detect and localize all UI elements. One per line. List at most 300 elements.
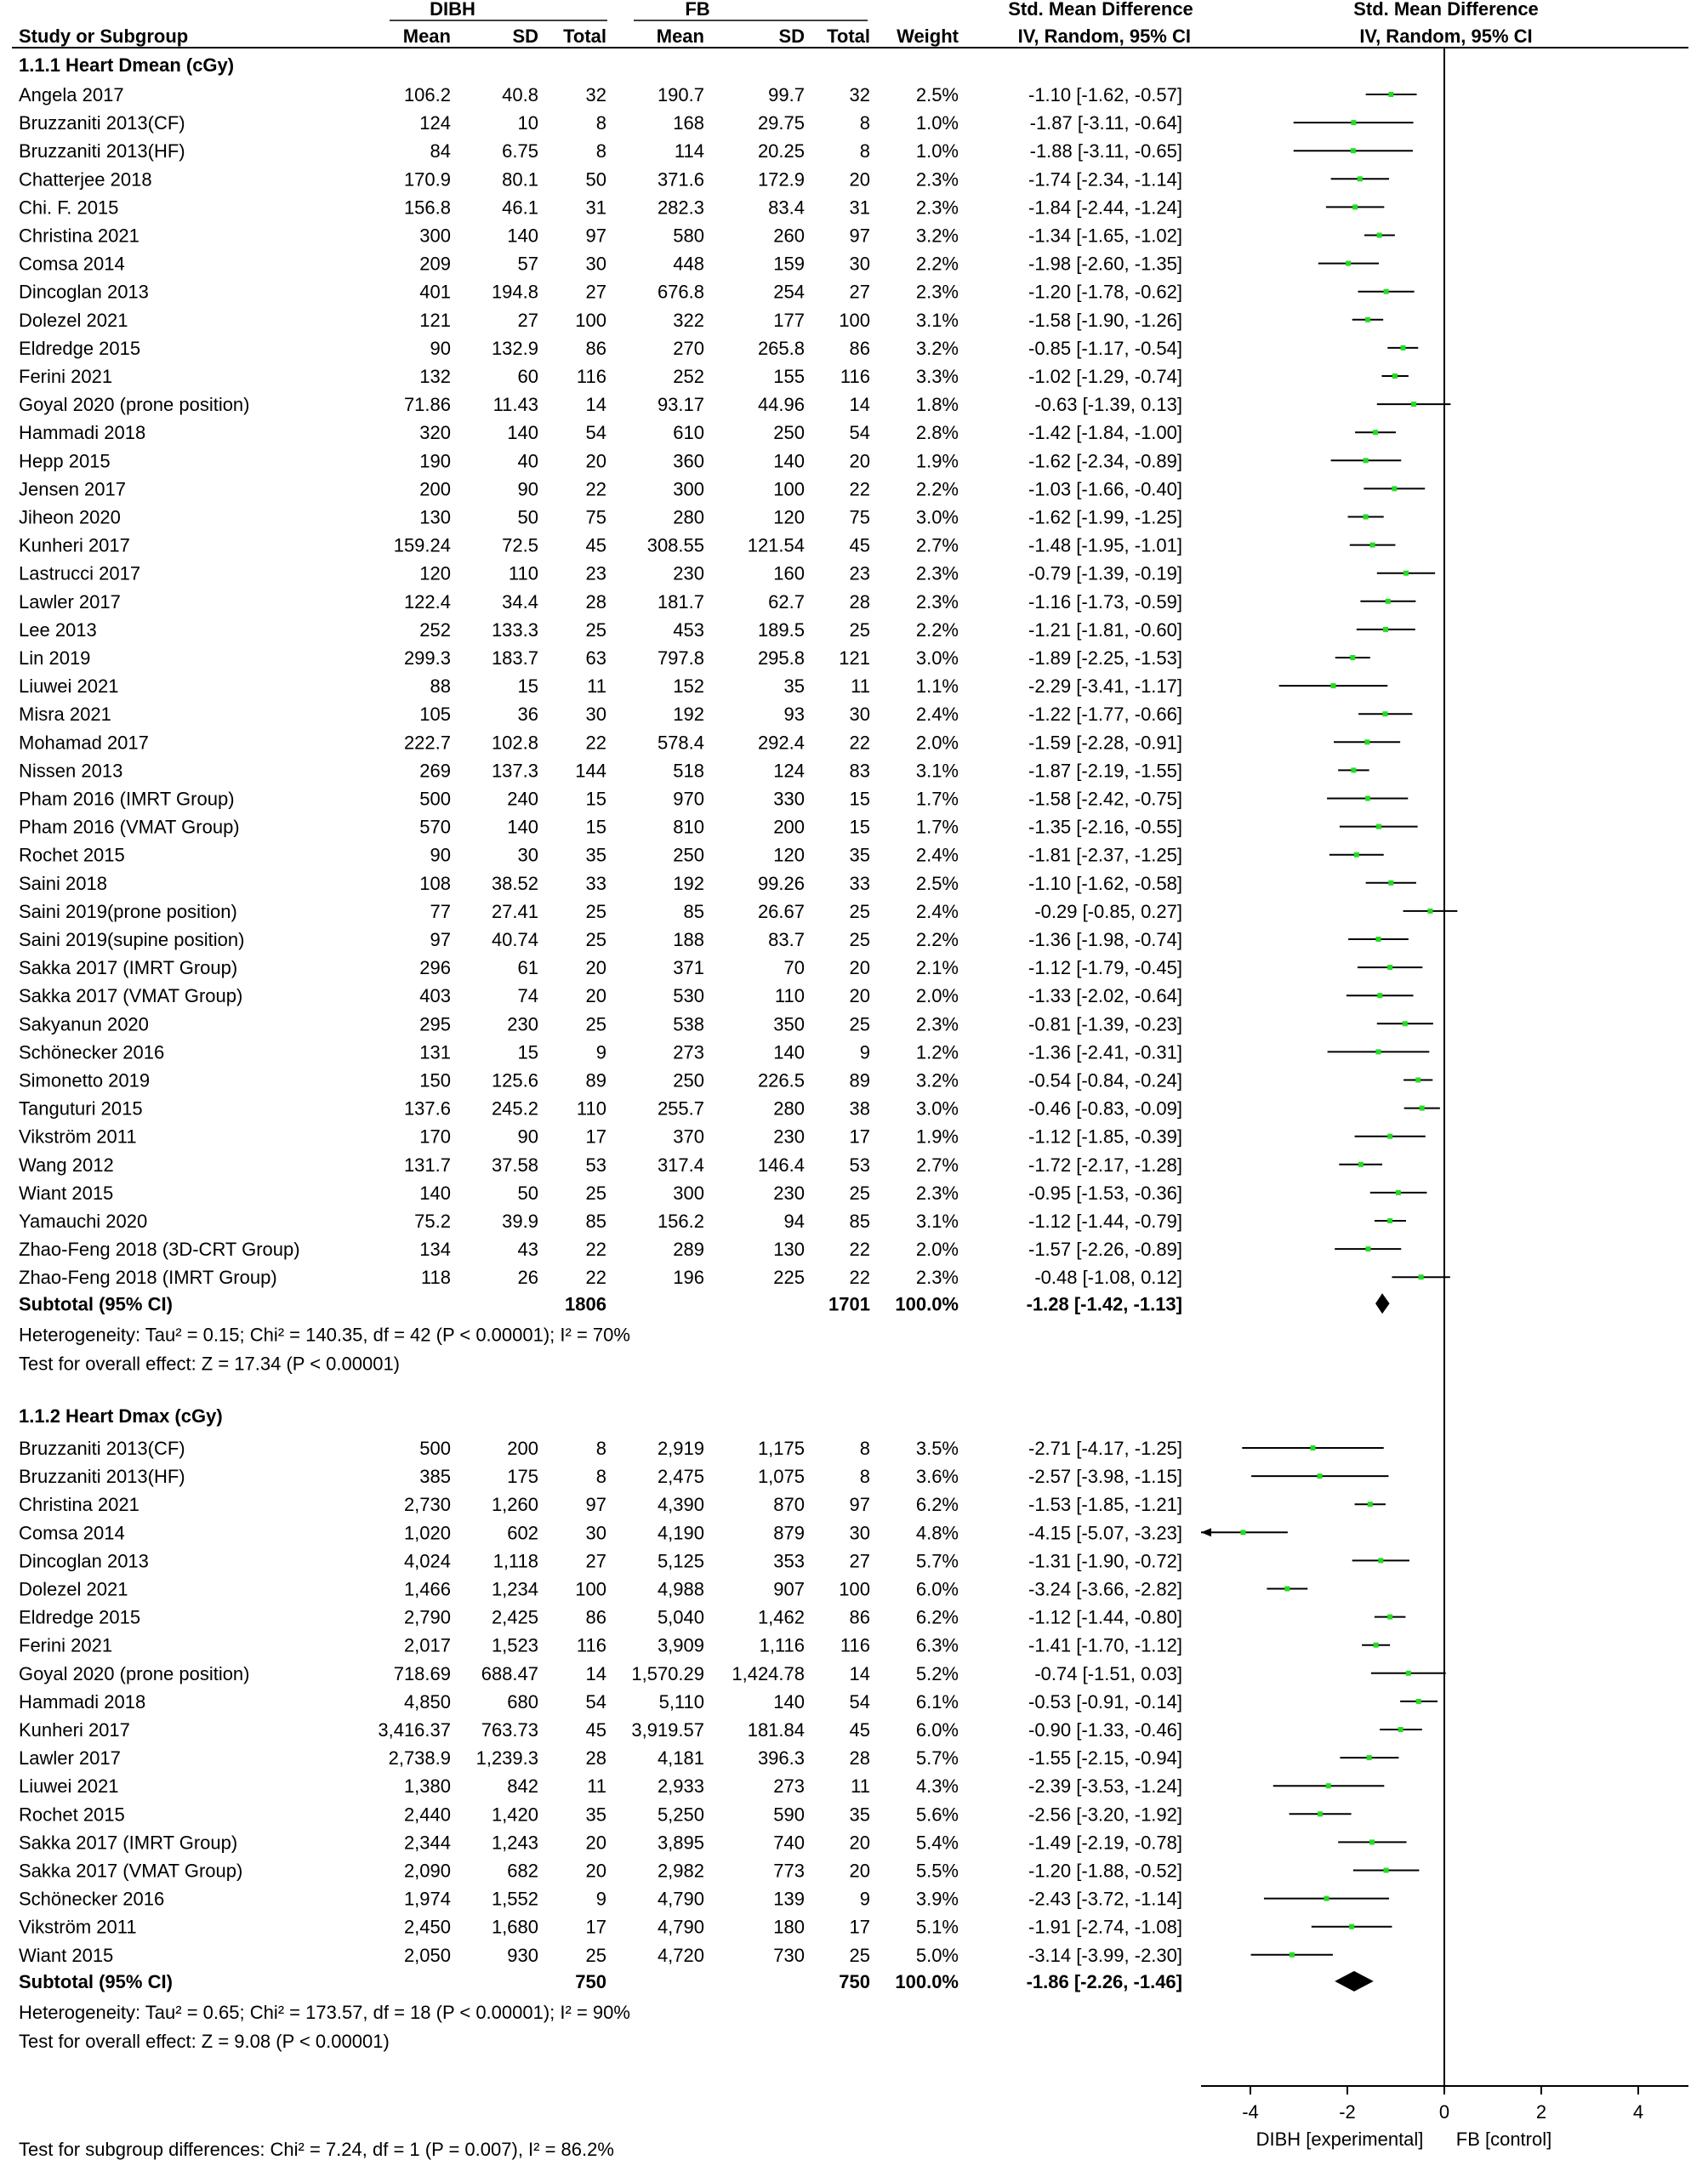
mean-exp: 2,738.9 (388, 1747, 451, 1770)
mean-ctl: 448 (673, 253, 704, 275)
weight: 3.1% (915, 1211, 959, 1232)
mean-ctl: 273 (673, 1041, 704, 1063)
total-exp: 86 (585, 337, 606, 359)
sd-exp: 46.1 (502, 197, 538, 219)
sd-ctl: 907 (773, 1578, 805, 1600)
mean-ctl: 676.8 (657, 281, 704, 303)
weight: 1.7% (915, 816, 959, 838)
sd-ctl: 146.4 (757, 1154, 805, 1176)
study-name: Simonetto 2019 (19, 1069, 151, 1091)
study-name: Kunheri 2017 (19, 1719, 130, 1741)
study-name: Eldredge 2015 (19, 337, 141, 359)
study-name: Wiant 2015 (19, 1944, 114, 1966)
study-name: Goyal 2020 (prone position) (19, 394, 250, 416)
mean-ctl: 322 (673, 309, 704, 331)
col-smd-method: IV, Random, 95% CI (1017, 26, 1191, 47)
col-sd-exp: SD (512, 26, 538, 47)
ci-text: -1.10 [-1.62, -0.58] (1028, 872, 1182, 894)
sd-exp: 680 (507, 1690, 538, 1713)
weight: 1.2% (915, 1041, 959, 1063)
study-name: Dincoglan 2013 (19, 281, 149, 303)
sd-exp: 194.8 (491, 281, 538, 303)
total-exp: 20 (585, 1832, 606, 1854)
sd-ctl: 230 (773, 1126, 805, 1148)
total-ctl: 54 (849, 422, 870, 444)
plot-title: Std. Mean Difference (1353, 0, 1539, 20)
sd-ctl: 121.54 (747, 534, 805, 556)
ci-text: -1.98 [-2.60, -1.35] (1028, 253, 1182, 275)
total-ctl: 14 (849, 394, 870, 416)
mean-exp: 300 (419, 225, 451, 247)
study-name: Jiheon 2020 (19, 506, 121, 528)
mean-ctl: 114 (674, 140, 704, 162)
mean-exp: 118 (420, 1267, 451, 1289)
sd-exp: 200 (507, 1438, 538, 1459)
total-ctl: 85 (849, 1211, 870, 1232)
total-ctl: 45 (849, 534, 870, 556)
study-name: Sakyanun 2020 (19, 1013, 149, 1035)
plot-marks (1201, 92, 1457, 1992)
ci-text: -1.88 [-3.11, -0.65] (1029, 140, 1182, 162)
weight: 2.3% (915, 1267, 959, 1289)
weight: 2.2% (915, 478, 959, 500)
study-name: Lawler 2017 (19, 1747, 121, 1770)
total-exp: 25 (585, 929, 606, 950)
study-name: Liuwei 2021 (19, 675, 119, 698)
mean-exp: 2,344 (403, 1832, 451, 1854)
weight: 3.3% (915, 366, 959, 387)
sd-exp: 602 (507, 1522, 538, 1544)
mean-exp: 190 (419, 450, 451, 472)
mean-ctl: 3,909 (657, 1634, 704, 1656)
study-name: Vikström 2011 (19, 1916, 137, 1938)
point-estimate (1370, 543, 1375, 548)
sd-ctl: 181.84 (747, 1719, 805, 1741)
total-exp: 20 (585, 450, 606, 472)
ci-text: -2.57 [-3.98, -1.15] (1028, 1466, 1182, 1488)
total-ctl: 28 (849, 1747, 870, 1770)
sd-ctl: 99.7 (768, 84, 805, 105)
sd-exp: 102.8 (491, 732, 538, 754)
total-exp: 9 (595, 1888, 606, 1910)
total-ctl: 35 (849, 844, 870, 866)
sd-ctl: 773 (773, 1860, 805, 1882)
sd-exp: 61 (517, 957, 538, 979)
ci-text: -1.22 [-1.77, -0.66] (1028, 704, 1182, 726)
ci-text: -1.48 [-1.95, -1.01] (1028, 534, 1182, 556)
mean-ctl: 250 (673, 844, 704, 866)
point-estimate (1377, 233, 1382, 238)
subtotal-total-exp: 750 (575, 1970, 606, 1992)
study-name: Lawler 2017 (19, 590, 121, 613)
ci-text: -1.72 [-2.17, -1.28] (1028, 1154, 1182, 1176)
subtotal-total-exp: 1806 (565, 1293, 606, 1315)
sd-ctl: 100 (773, 478, 805, 500)
mean-exp: 170.9 (403, 168, 451, 191)
sd-exp: 40.8 (502, 84, 538, 105)
mean-ctl: 5,125 (657, 1550, 704, 1572)
total-ctl: 25 (849, 1182, 870, 1204)
sd-exp: 15 (517, 1041, 538, 1063)
sd-ctl: 250 (773, 422, 805, 444)
mean-ctl: 5,110 (658, 1690, 704, 1713)
point-estimate (1366, 1246, 1371, 1251)
total-exp: 25 (585, 1944, 606, 1966)
mean-exp: 1,020 (403, 1522, 451, 1544)
col-study: Study or Subgroup (19, 26, 189, 47)
total-exp: 32 (585, 84, 606, 105)
total-ctl: 8 (859, 112, 870, 134)
total-exp: 30 (585, 704, 606, 726)
weight: 2.1% (915, 957, 959, 979)
study-name: Angela 2017 (19, 84, 124, 105)
mean-exp: 252 (419, 618, 451, 641)
study-name: Kunheri 2017 (19, 534, 130, 556)
mean-ctl: 371.6 (657, 168, 704, 191)
point-estimate (1352, 204, 1358, 209)
weight: 3.0% (915, 647, 959, 669)
mean-ctl: 797.8 (657, 647, 704, 669)
total-exp: 85 (585, 1211, 606, 1232)
mean-exp: 140 (419, 1182, 451, 1204)
total-exp: 100 (575, 1578, 606, 1600)
axis-tick-label: 4 (1632, 2101, 1644, 2123)
ci-text: -0.48 [-1.08, 0.12] (1034, 1267, 1182, 1289)
subtotal-weight: 100.0% (895, 1970, 959, 1992)
point-estimate (1368, 1502, 1373, 1507)
point-estimate (1384, 289, 1389, 294)
point-estimate (1240, 1530, 1245, 1535)
sd-exp: 6.75 (502, 140, 538, 162)
weight: 6.0% (915, 1719, 959, 1741)
weight: 3.0% (915, 1097, 959, 1120)
mean-ctl: 190.7 (657, 84, 704, 105)
mean-exp: 1,466 (403, 1578, 451, 1600)
total-exp: 25 (585, 618, 606, 641)
mean-exp: 71.86 (403, 394, 451, 416)
total-ctl: 30 (849, 253, 870, 275)
sd-exp: 175 (507, 1466, 538, 1488)
study-name: Rochet 2015 (19, 1804, 125, 1826)
ci-text: -1.12 [-1.44, -0.80] (1028, 1606, 1182, 1628)
study-name: Zhao-Feng 2018 (IMRT Group) (19, 1267, 277, 1289)
sd-exp: 27 (517, 309, 538, 331)
point-estimate (1318, 1811, 1323, 1816)
point-estimate (1427, 909, 1432, 914)
sd-exp: 137.3 (491, 760, 538, 782)
study-name: Jensen 2017 (19, 478, 126, 500)
ci-text: -0.81 [-1.39, -0.23] (1028, 1013, 1182, 1035)
subtotal-label: Subtotal (95% CI) (19, 1293, 173, 1315)
total-exp: 28 (585, 1747, 606, 1770)
point-estimate (1364, 515, 1369, 520)
mean-ctl: 317.4 (657, 1154, 704, 1176)
mean-ctl: 188 (673, 929, 704, 950)
study-name: Chatterjee 2018 (19, 168, 152, 191)
weight: 2.5% (915, 872, 959, 894)
total-exp: 11 (587, 1775, 606, 1798)
sd-ctl: 110 (774, 985, 805, 1007)
mean-exp: 120 (419, 562, 451, 584)
sd-exp: 132.9 (491, 337, 538, 359)
weight: 2.2% (915, 929, 959, 950)
weight: 3.2% (915, 225, 959, 247)
mean-exp: 3,416.37 (378, 1719, 451, 1741)
point-estimate (1326, 1783, 1331, 1788)
study-name: Hepp 2015 (19, 450, 111, 472)
point-estimate (1396, 1190, 1401, 1195)
mean-exp: 296 (419, 957, 451, 979)
point-estimate (1398, 1727, 1403, 1732)
weight: 6.1% (915, 1690, 959, 1713)
subtotal-ci-text: -1.86 [-2.26, -1.46] (1026, 1970, 1182, 1992)
weight: 3.5% (915, 1438, 959, 1459)
weight: 2.3% (915, 590, 959, 613)
ci-text: -0.53 [-0.91, -0.14] (1028, 1690, 1182, 1713)
total-ctl: 23 (849, 562, 870, 584)
point-estimate (1382, 711, 1387, 716)
ci-text: -1.41 [-1.70, -1.12] (1028, 1634, 1182, 1656)
plot-method: IV, Random, 95% CI (1359, 26, 1533, 47)
weight: 2.3% (915, 197, 959, 219)
weight: 3.2% (915, 1069, 959, 1091)
sd-ctl: 265.8 (757, 337, 805, 359)
sd-exp: 15 (517, 675, 538, 698)
weight: 1.9% (915, 450, 959, 472)
total-ctl: 116 (840, 1634, 870, 1656)
point-estimate (1387, 1218, 1392, 1223)
study-name: Dolezel 2021 (19, 309, 128, 331)
ci-text: -1.53 [-1.85, -1.21] (1028, 1494, 1182, 1516)
ci-text: -1.02 [-1.29, -0.74] (1028, 366, 1182, 387)
total-ctl: 22 (849, 1239, 870, 1261)
total-exp: 30 (585, 253, 606, 275)
total-ctl: 100 (839, 1578, 870, 1600)
total-exp: 14 (585, 394, 606, 416)
weight: 1.0% (915, 140, 959, 162)
sd-ctl: 260 (773, 225, 805, 247)
ci-text: -1.34 [-1.65, -1.02] (1028, 225, 1182, 247)
mean-exp: 131.7 (403, 1154, 451, 1176)
mean-exp: 299.3 (403, 647, 451, 669)
weight: 5.1% (915, 1916, 959, 1938)
mean-exp: 1,380 (403, 1775, 451, 1798)
mean-exp: 132 (419, 366, 451, 387)
ci-text: -1.74 [-2.34, -1.14] (1028, 168, 1182, 191)
mean-ctl: 4,790 (657, 1888, 704, 1910)
total-ctl: 8 (859, 1438, 870, 1459)
study-name: Bruzzaniti 2013(HF) (19, 140, 185, 162)
study-name: Comsa 2014 (19, 1522, 125, 1544)
total-ctl: 20 (849, 1832, 870, 1854)
sd-exp: 1,680 (491, 1916, 538, 1938)
mean-exp: 570 (419, 816, 451, 838)
ci-arrow-left (1201, 1528, 1211, 1536)
weight: 3.9% (915, 1888, 959, 1910)
total-ctl: 54 (849, 1690, 870, 1713)
sd-exp: 39.9 (502, 1211, 538, 1232)
point-estimate (1419, 1274, 1424, 1279)
mean-exp: 403 (419, 985, 451, 1007)
study-name: Saini 2018 (19, 872, 107, 894)
study-name: Lin 2019 (19, 647, 91, 669)
ci-text: -2.29 [-3.41, -1.17] (1028, 675, 1182, 698)
ci-text: -0.85 [-1.17, -0.54] (1028, 337, 1182, 359)
point-estimate (1383, 627, 1388, 632)
study-name: Lastrucci 2017 (19, 562, 141, 584)
subgroup-title: 1.1.1 Heart Dmean (cGy) (19, 54, 235, 76)
total-ctl: 31 (849, 197, 870, 219)
mean-ctl: 192 (673, 704, 704, 726)
col-weight: Weight (897, 26, 959, 47)
sd-ctl: 83.4 (768, 197, 805, 219)
study-name: Ferini 2021 (19, 366, 113, 387)
point-estimate (1358, 1162, 1364, 1167)
total-exp: 25 (585, 1013, 606, 1035)
mean-ctl: 580 (673, 225, 704, 247)
total-exp: 33 (585, 872, 606, 894)
weight: 5.4% (915, 1832, 959, 1854)
smd-col-title: Std. Mean Difference (1008, 0, 1193, 20)
ci-text: -0.29 [-0.85, 0.27] (1034, 900, 1182, 922)
total-ctl: 27 (849, 1550, 870, 1572)
ci-text: -0.54 [-0.84, -0.24] (1028, 1069, 1182, 1091)
ci-text: -0.63 [-1.39, 0.13] (1034, 394, 1182, 416)
point-estimate (1378, 1558, 1383, 1563)
sd-ctl: 99.26 (757, 872, 805, 894)
sd-exp: 140 (507, 816, 538, 838)
col-total-ctl: Total (827, 26, 870, 47)
sd-exp: 682 (507, 1860, 538, 1882)
study-name: Yamauchi 2020 (19, 1211, 148, 1232)
weight: 5.2% (915, 1662, 959, 1684)
mean-ctl: 4,988 (657, 1578, 704, 1600)
total-ctl: 121 (839, 647, 870, 669)
sd-ctl: 140 (773, 450, 805, 472)
ci-text: -1.42 [-1.84, -1.00] (1028, 422, 1182, 444)
point-estimate (1367, 1755, 1372, 1760)
mean-ctl: 610 (673, 422, 704, 444)
total-ctl: 35 (849, 1804, 870, 1826)
axis-tick-label: -4 (1242, 2101, 1259, 2123)
point-estimate (1318, 1473, 1323, 1479)
sd-exp: 2,425 (491, 1606, 538, 1628)
mean-ctl: 518 (673, 760, 704, 782)
mean-ctl: 85 (683, 900, 704, 922)
mean-ctl: 156.2 (657, 1211, 704, 1232)
mean-ctl: 300 (673, 1182, 704, 1204)
sd-exp: 34.4 (502, 590, 538, 613)
study-name: Eldredge 2015 (19, 1606, 141, 1628)
mean-exp: 222.7 (403, 732, 451, 754)
ci-text: -1.91 [-2.74, -1.08] (1028, 1916, 1182, 1938)
ci-text: -1.20 [-1.88, -0.52] (1028, 1860, 1182, 1882)
sd-exp: 37.58 (491, 1154, 538, 1176)
weight: 2.0% (915, 732, 959, 754)
point-estimate (1364, 458, 1369, 463)
sd-exp: 50 (517, 1182, 538, 1204)
sd-ctl: 120 (773, 844, 805, 866)
total-exp: 17 (585, 1126, 606, 1148)
point-estimate (1384, 1868, 1389, 1873)
sd-ctl: 124 (773, 760, 805, 782)
sd-ctl: 292.4 (757, 732, 805, 754)
sd-ctl: 590 (773, 1804, 805, 1826)
weight: 5.5% (915, 1860, 959, 1882)
ci-text: -0.95 [-1.53, -0.36] (1028, 1182, 1182, 1204)
weight: 5.7% (915, 1550, 959, 1572)
total-exp: 53 (585, 1154, 606, 1176)
sd-exp: 1,552 (491, 1888, 538, 1910)
study-name: Saini 2019(prone position) (19, 900, 237, 922)
total-ctl: 25 (849, 618, 870, 641)
sd-exp: 30 (517, 844, 538, 866)
sd-ctl: 870 (773, 1494, 805, 1516)
axis-tick-label: 0 (1438, 2101, 1450, 2123)
study-name: Christina 2021 (19, 1494, 139, 1516)
study-name: Liuwei 2021 (19, 1775, 119, 1798)
weight: 2.4% (915, 844, 959, 866)
study-name: Rochet 2015 (19, 844, 125, 866)
total-ctl: 33 (849, 872, 870, 894)
sd-ctl: 20.25 (757, 140, 805, 162)
total-ctl: 22 (849, 478, 870, 500)
total-exp: 86 (585, 1606, 606, 1628)
ci-text: -1.57 [-2.26, -0.89] (1028, 1239, 1182, 1261)
point-estimate (1403, 1021, 1408, 1026)
total-ctl: 53 (849, 1154, 870, 1176)
weight: 2.5% (915, 84, 959, 105)
sd-ctl: 172.9 (757, 168, 805, 191)
study-name: Nissen 2013 (19, 760, 123, 782)
mean-exp: 209 (419, 253, 451, 275)
point-estimate (1388, 92, 1393, 97)
mean-ctl: 5,250 (657, 1804, 704, 1826)
sd-exp: 240 (507, 788, 538, 810)
total-exp: 20 (585, 957, 606, 979)
mean-exp: 88 (430, 675, 451, 698)
mean-ctl: 4,181 (657, 1747, 704, 1770)
study-name: Christina 2021 (19, 225, 139, 247)
col-sd-ctl: SD (778, 26, 805, 47)
mean-exp: 137.6 (403, 1097, 451, 1120)
mean-exp: 2,090 (403, 1860, 451, 1882)
study-name: Lee 2013 (19, 618, 97, 641)
mean-ctl: 280 (673, 506, 704, 528)
sd-exp: 1,420 (491, 1804, 538, 1826)
sd-ctl: 879 (773, 1522, 805, 1544)
point-estimate (1354, 852, 1359, 858)
total-ctl: 75 (849, 506, 870, 528)
weight: 2.3% (915, 1013, 959, 1035)
sd-ctl: 155 (773, 366, 805, 387)
ci-text: -1.62 [-1.99, -1.25] (1028, 506, 1182, 528)
weight: 2.3% (915, 168, 959, 191)
point-estimate (1386, 599, 1391, 604)
mean-exp: 106.2 (403, 84, 451, 105)
sd-ctl: 139 (773, 1888, 805, 1910)
total-exp: 25 (585, 900, 606, 922)
sd-exp: 140 (507, 422, 538, 444)
sd-ctl: 1,116 (759, 1634, 805, 1656)
point-estimate (1392, 486, 1397, 491)
sd-ctl: 1,462 (757, 1606, 805, 1628)
weight: 3.6% (915, 1466, 959, 1488)
sd-exp: 140 (507, 225, 538, 247)
subtotal-label: Subtotal (95% CI) (19, 1970, 173, 1992)
ci-text: -1.62 [-2.34, -0.89] (1028, 450, 1182, 472)
total-exp: 97 (585, 1494, 606, 1516)
